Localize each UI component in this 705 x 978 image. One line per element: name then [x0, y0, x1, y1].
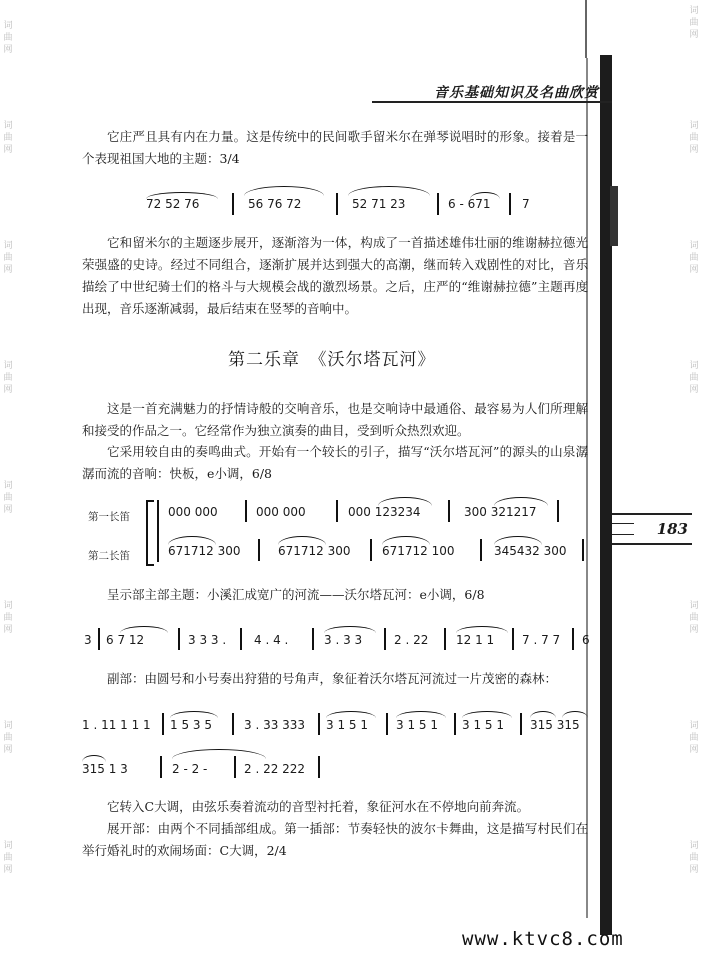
- watermark-left-2: 词曲网: [3, 121, 13, 155]
- staff-label-flute-2: 第二长笛: [88, 550, 130, 562]
- score1-measure-2: 56 76 72: [248, 197, 302, 211]
- barline: [384, 628, 386, 650]
- flute1-measure-2: 000 000: [256, 505, 306, 519]
- barline: [336, 500, 338, 522]
- slur: [378, 497, 432, 506]
- slur: [348, 186, 430, 196]
- barline: [437, 193, 439, 215]
- score4-measure-1: 1 . 11 1 1 1: [82, 718, 151, 732]
- watermark-left-7: 词曲网: [3, 721, 13, 755]
- slur: [530, 711, 556, 718]
- watermark-right-6: 词曲网: [689, 721, 699, 755]
- watermark-left-3: 词曲网: [3, 241, 13, 275]
- staff-bracket: [146, 500, 154, 566]
- score1-measure-1: 72 52 76: [146, 197, 200, 211]
- score5-measure-1: 315 1 3: [82, 762, 128, 776]
- barline: [318, 713, 320, 735]
- watermark-right-2: 词曲网: [689, 121, 699, 155]
- barline: [512, 628, 514, 650]
- score3-measure-2: 3 3 3 .: [188, 633, 227, 647]
- score3-measure-6: 12 1 1: [456, 633, 495, 647]
- slur: [382, 536, 430, 545]
- score4-measure-4: 3 1 5 1: [326, 718, 368, 732]
- score3-note-1: 3: [84, 633, 92, 647]
- paragraph-1: 它庄严且具有内在力量。这是传统中的民间歌手留米尔在弹琴说唱时的形象。接着是一个表现祖国大地的主题：3/4: [82, 129, 588, 166]
- margin-rule: [586, 58, 588, 918]
- watermark-left-1: 词曲网: [3, 21, 13, 55]
- edge-tab: [610, 186, 618, 246]
- barline: [245, 500, 247, 522]
- page-number-box: [612, 513, 692, 545]
- paragraph-7: 它转入C大调，由弦乐奏着流动的音型衬托着，象征河水在不停地向前奔流。: [107, 799, 530, 814]
- flute2-measure-1: 671712 300: [168, 544, 241, 558]
- score3-measure-7: 7 . 7 7: [522, 633, 561, 647]
- watermark-right-4: 词曲网: [689, 361, 699, 395]
- watermark-right-7: 词曲网: [689, 841, 699, 875]
- barline: [454, 713, 456, 735]
- slur: [82, 755, 106, 762]
- footer-url: www.ktvc8.com: [462, 928, 624, 950]
- barline: [480, 539, 482, 561]
- slur: [278, 536, 326, 545]
- staff-label-flute-1: 第一长笛: [88, 511, 130, 523]
- score4-measure-7: 315 315: [530, 718, 580, 732]
- score3-measure-1: 6 7 12: [106, 633, 145, 647]
- top-rule: [585, 0, 587, 58]
- barline: [318, 756, 320, 778]
- barline: [178, 628, 180, 650]
- paragraph-6: 副部：由圆号和小号奏出狩猎的号角声，象征着沃尔塔瓦河流过一片茂密的森林：: [107, 671, 558, 686]
- barline: [234, 756, 236, 778]
- paragraph-5: 呈示部主部主题：小溪汇成宽广的河流——沃尔塔瓦河：e小调，6/8: [107, 587, 485, 602]
- score4-measure-2: 1 5 3 5: [170, 718, 212, 732]
- barline: [240, 628, 242, 650]
- barline: [232, 193, 234, 215]
- watermark-right-3: 词曲网: [689, 241, 699, 275]
- slur: [470, 192, 500, 199]
- barline: [157, 500, 159, 562]
- barline: [162, 713, 164, 735]
- flute1-measure-1: 000 000: [168, 505, 218, 519]
- watermark-right-5: 词曲网: [689, 601, 699, 635]
- slur: [462, 711, 512, 718]
- slur: [244, 186, 324, 196]
- barline: [572, 628, 574, 650]
- slur: [494, 536, 542, 545]
- section-heading: 第二乐章 《沃尔塔瓦河》: [228, 350, 436, 370]
- flute1-measure-3: 000 123234: [348, 505, 421, 519]
- barline: [520, 713, 522, 735]
- barline: [557, 500, 559, 522]
- paragraph-2: 它和留米尔的主题逐步展开，逐渐溶为一体，构成了一首描述雄伟壮丽的维谢赫拉德光荣强盛的史诗。经过不同组合，逐渐扩展并达到强大的高潮，继而转入戏剧性的对比，音乐描绘了中世纪骑士们的格斗与大规模会战的激烈场景。之后，庄严的“维谢赫拉德”主题再度出现，音乐逐渐减弱，最后结束在竖琴的音响中。: [82, 235, 588, 316]
- score1-measure-4: 6 - 671: [448, 197, 491, 211]
- slur: [562, 711, 588, 718]
- watermark-left-4: 词曲网: [3, 361, 13, 395]
- barline: [312, 628, 314, 650]
- barline: [444, 628, 446, 650]
- flute2-measure-2: 671712 300: [278, 544, 351, 558]
- slur: [324, 626, 376, 633]
- score3-measure-3: 4 . 4 .: [254, 633, 289, 647]
- paragraph-8: 展开部：由两个不同插部组成。第一插部：节奏轻快的波尔卡舞曲，这是描写村民们在举行婚礼时的欢闹场面：C大调，2/4: [82, 821, 588, 858]
- slur: [146, 192, 218, 199]
- slur: [170, 711, 218, 718]
- barline: [160, 756, 162, 778]
- watermark-left-6: 词曲网: [3, 601, 13, 635]
- paragraph-4: 它采用较自由的奏鸣曲式。开始有一个较长的引子，描写“沃尔塔瓦河”的源头的山泉潺潺而流的音响：快板，e小调，6/8: [82, 444, 588, 481]
- tie: [172, 749, 266, 759]
- slur: [326, 711, 376, 718]
- barline: [509, 193, 511, 215]
- score4-measure-3: 3 . 33 333: [244, 718, 306, 732]
- watermark-right-1: 词曲网: [689, 6, 699, 40]
- score5-measure-3: 2 . 22 222: [244, 762, 306, 776]
- slur: [494, 497, 548, 506]
- slur: [396, 711, 446, 718]
- barline: [98, 628, 100, 650]
- score4-measure-6: 3 1 5 1: [462, 718, 504, 732]
- barline: [232, 713, 234, 735]
- watermark-left-5: 词曲网: [3, 481, 13, 515]
- barline: [386, 713, 388, 735]
- score1-measure-3: 52 71 23: [352, 197, 406, 211]
- header-rule: [372, 101, 612, 103]
- barline: [258, 539, 260, 561]
- barline: [582, 539, 584, 561]
- paragraph-3: 这是一首充满魅力的抒情诗般的交响音乐，也是交响诗中最通俗、最容易为人们所理解和接受的作品之一。它经常作为独立演奏的曲目，受到听众热烈欢迎。: [82, 401, 588, 438]
- barline: [370, 539, 372, 561]
- flute1-measure-4: 300 321217: [464, 505, 537, 519]
- score1-measure-5: 7: [522, 197, 530, 211]
- barline: [336, 193, 338, 215]
- flute2-measure-4: 345432 300: [494, 544, 567, 558]
- slur: [456, 626, 508, 633]
- score3-note-last: 6: [582, 633, 590, 647]
- watermark-left-8: 词曲网: [3, 841, 13, 875]
- score3-measure-4: 3 . 3 3: [324, 633, 363, 647]
- score4-measure-5: 3 1 5 1: [396, 718, 438, 732]
- page-number: 183: [656, 520, 688, 538]
- score3-measure-5: 2 . 22: [394, 633, 429, 647]
- running-header: 音乐基础知识及名曲欣赏: [434, 85, 599, 101]
- flute2-measure-3: 671712 100: [382, 544, 455, 558]
- slur: [168, 536, 216, 545]
- barline: [448, 500, 450, 522]
- slur: [120, 626, 168, 633]
- score5-measure-2: 2 - 2 -: [172, 762, 208, 776]
